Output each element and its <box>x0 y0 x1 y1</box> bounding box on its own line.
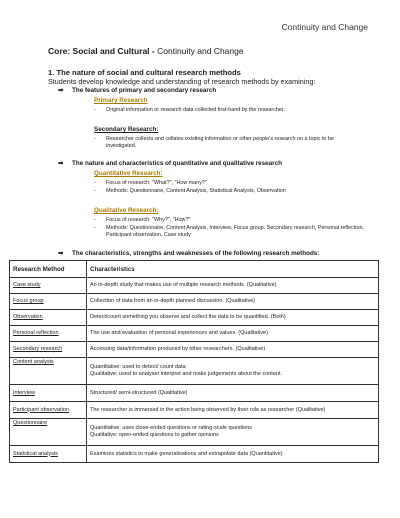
method-name: Case study <box>10 278 87 294</box>
characteristic-line: An in-depth study that makes use of multiple research methods. (Qualitative) <box>90 282 277 288</box>
subsection-title-secondary: Secondary Research: <box>94 126 159 133</box>
page-title <box>48 46 244 56</box>
method-characteristics <box>87 294 379 310</box>
column-header-method: Research Method <box>10 261 87 278</box>
method-name: Personal reflection <box>10 326 87 342</box>
characteristic-line: Quantitative: used to detect/ count data <box>90 364 186 370</box>
characteristic-line: Qualitative: open-ended questions to gather opinions <box>90 432 219 438</box>
bullet-item <box>94 225 364 239</box>
block-heading-text: The features of primary and secondary research <box>72 87 217 94</box>
characteristic-line: Qualitative: used to analyse/ interpret and make judgements about the content. <box>90 371 283 377</box>
table-row <box>10 294 379 310</box>
block-heading-methods <box>58 250 319 257</box>
method-name: Interview <box>10 385 87 402</box>
method-name: Content analysis <box>10 358 87 385</box>
characteristic-line: Detect/count something you observe and collect the data to be quantified. (Both) <box>90 314 286 320</box>
method-characteristics <box>87 342 379 358</box>
table-row <box>10 402 379 419</box>
bullet-item <box>94 107 364 114</box>
title-bold: Core: Social and Cultural - <box>48 46 158 56</box>
characteristic-line: Quantitative: uses close-ended questions or rating-scale questions <box>90 425 253 431</box>
method-characteristics <box>87 419 379 446</box>
block-heading-quant-qual <box>58 160 282 167</box>
method-characteristics <box>87 358 379 385</box>
bullet-text: Methods: Questionnaire, Content Analysis, Statistical Analysis, Observation <box>106 188 286 194</box>
method-characteristics <box>87 402 379 419</box>
subsection-title-primary: Primary Research <box>94 97 148 104</box>
table-row <box>10 326 379 342</box>
method-characteristics <box>87 446 379 463</box>
method-characteristics <box>87 310 379 326</box>
bullet-item <box>94 136 364 150</box>
bullet-text: Focus of research: "What?", "How many?" <box>106 180 207 186</box>
bullet-dash: - <box>94 136 96 142</box>
block-heading-text: The nature and characteristics of quantitative and qualitative research <box>72 160 282 167</box>
research-methods-table <box>9 260 379 463</box>
method-name: Observation <box>10 310 87 326</box>
bullet-dash: - <box>94 188 96 194</box>
method-characteristics <box>87 385 379 402</box>
bullet-text: Focus of research: "Why?", "How?" <box>106 217 191 223</box>
method-name: Statistical analysis <box>10 446 87 463</box>
block-heading-text: The characteristics, strengths and weaknesses of the following research methods: <box>72 250 320 257</box>
subsection-title-quantitative: Quantitative Research: <box>94 170 163 177</box>
running-header: Continuity and Change <box>281 22 368 32</box>
characteristic-line: Collection of data from an in-depth planned discussion. (Qualitative) <box>90 298 256 304</box>
bullet-text: Methods: Questionnaire, Content Analysis, Interview, Focus group, Secondary research, Personal reflection, Participant observation, Case study <box>106 225 364 239</box>
bullet-item <box>94 180 364 187</box>
title-rest: Continuity and Change <box>157 46 244 56</box>
table-row <box>10 358 379 385</box>
bullet-dash: - <box>94 225 96 231</box>
arrow-icon: ➡ <box>58 160 64 167</box>
method-name: Participant observation <box>10 402 87 419</box>
subsection-title-qualitative: Qualitative Research: <box>94 207 159 214</box>
method-characteristics <box>87 326 379 342</box>
block-heading-primary-secondary <box>58 87 216 94</box>
table-row <box>10 446 379 463</box>
method-name: Questionnaire <box>10 419 87 446</box>
table-row <box>10 342 379 358</box>
table-row <box>10 310 379 326</box>
table-header-row <box>10 261 379 278</box>
table-row <box>10 385 379 402</box>
characteristic-line: Structured/ semi-structured (Qualitative) <box>90 389 188 396</box>
section-heading: 1. The nature of social and cultural research methods <box>48 68 241 77</box>
characteristic-line: Examines statistics to make generalisations and extrapolate data (Quantitative) <box>90 450 283 457</box>
method-characteristics <box>87 278 379 294</box>
section-intro: Students develop knowledge and understanding of research methods by examining: <box>48 77 316 86</box>
characteristic-line: Accessing data/information produced by other researchers. (Qualitative) <box>90 346 266 352</box>
bullet-text: Original information or research data collected first-hand by the researcher. <box>106 107 285 113</box>
bullet-dash: - <box>94 180 96 186</box>
characteristic-line: The use and evaluation of personal experiences and values. (Qualitative) <box>90 330 268 336</box>
bullet-item <box>94 217 364 224</box>
bullet-text: Researcher collects and collates existing information or other people's research on a topic to be investigated. <box>106 136 334 150</box>
bullet-dash: - <box>94 217 96 223</box>
method-name: Secondary research <box>10 342 87 358</box>
column-header-characteristics: Characteristics <box>87 261 379 278</box>
bullet-dash: - <box>94 107 96 113</box>
table-row <box>10 278 379 294</box>
characteristic-line: The researcher is immersed in the action being observed by their role as researcher (Qualitative) <box>90 406 326 413</box>
arrow-icon: ➡ <box>58 250 64 257</box>
method-name: Focus group <box>10 294 87 310</box>
arrow-icon: ➡ <box>58 87 64 94</box>
bullet-item <box>94 188 364 195</box>
table-row <box>10 419 379 446</box>
